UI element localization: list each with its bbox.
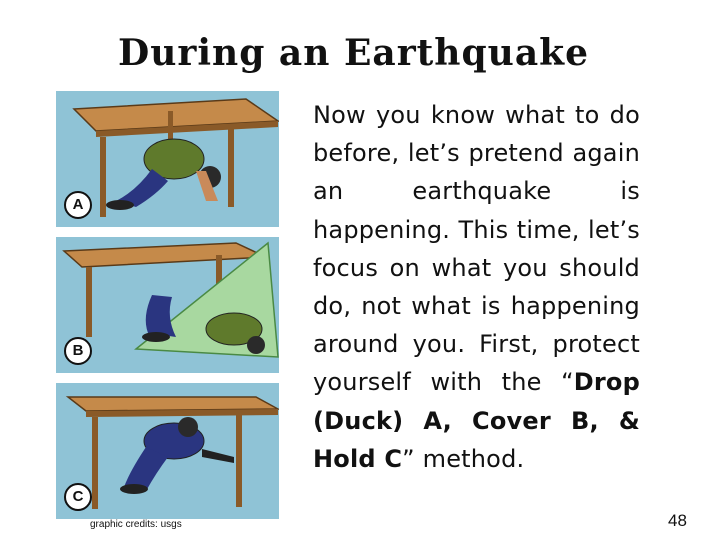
panel-a-letter: A bbox=[64, 191, 92, 219]
body-text-bold-part: Drop (Duck) A, Cover B, & Hold C bbox=[313, 368, 640, 473]
panel-c bbox=[54, 381, 277, 517]
body-text-part: Now you know what to do before, let’s pretend again an earthquake is happening. This time, let’s focus on what you should do, not what is happening around you. First, protect yourself with the “ bbox=[313, 101, 640, 397]
panel-a bbox=[54, 89, 277, 225]
panel-c-letter: C bbox=[64, 483, 92, 511]
slide-body-text bbox=[313, 96, 640, 478]
panel-b bbox=[54, 235, 277, 371]
page-number: 48 bbox=[668, 511, 687, 530]
body-text-part: ” method. bbox=[402, 444, 525, 473]
panel-b-letter: B bbox=[64, 337, 92, 365]
slide-title: During an Earthquake bbox=[118, 32, 590, 74]
graphic-credits: graphic credits: usgs bbox=[90, 519, 182, 530]
earthquake-safety-illustration bbox=[54, 89, 277, 519]
